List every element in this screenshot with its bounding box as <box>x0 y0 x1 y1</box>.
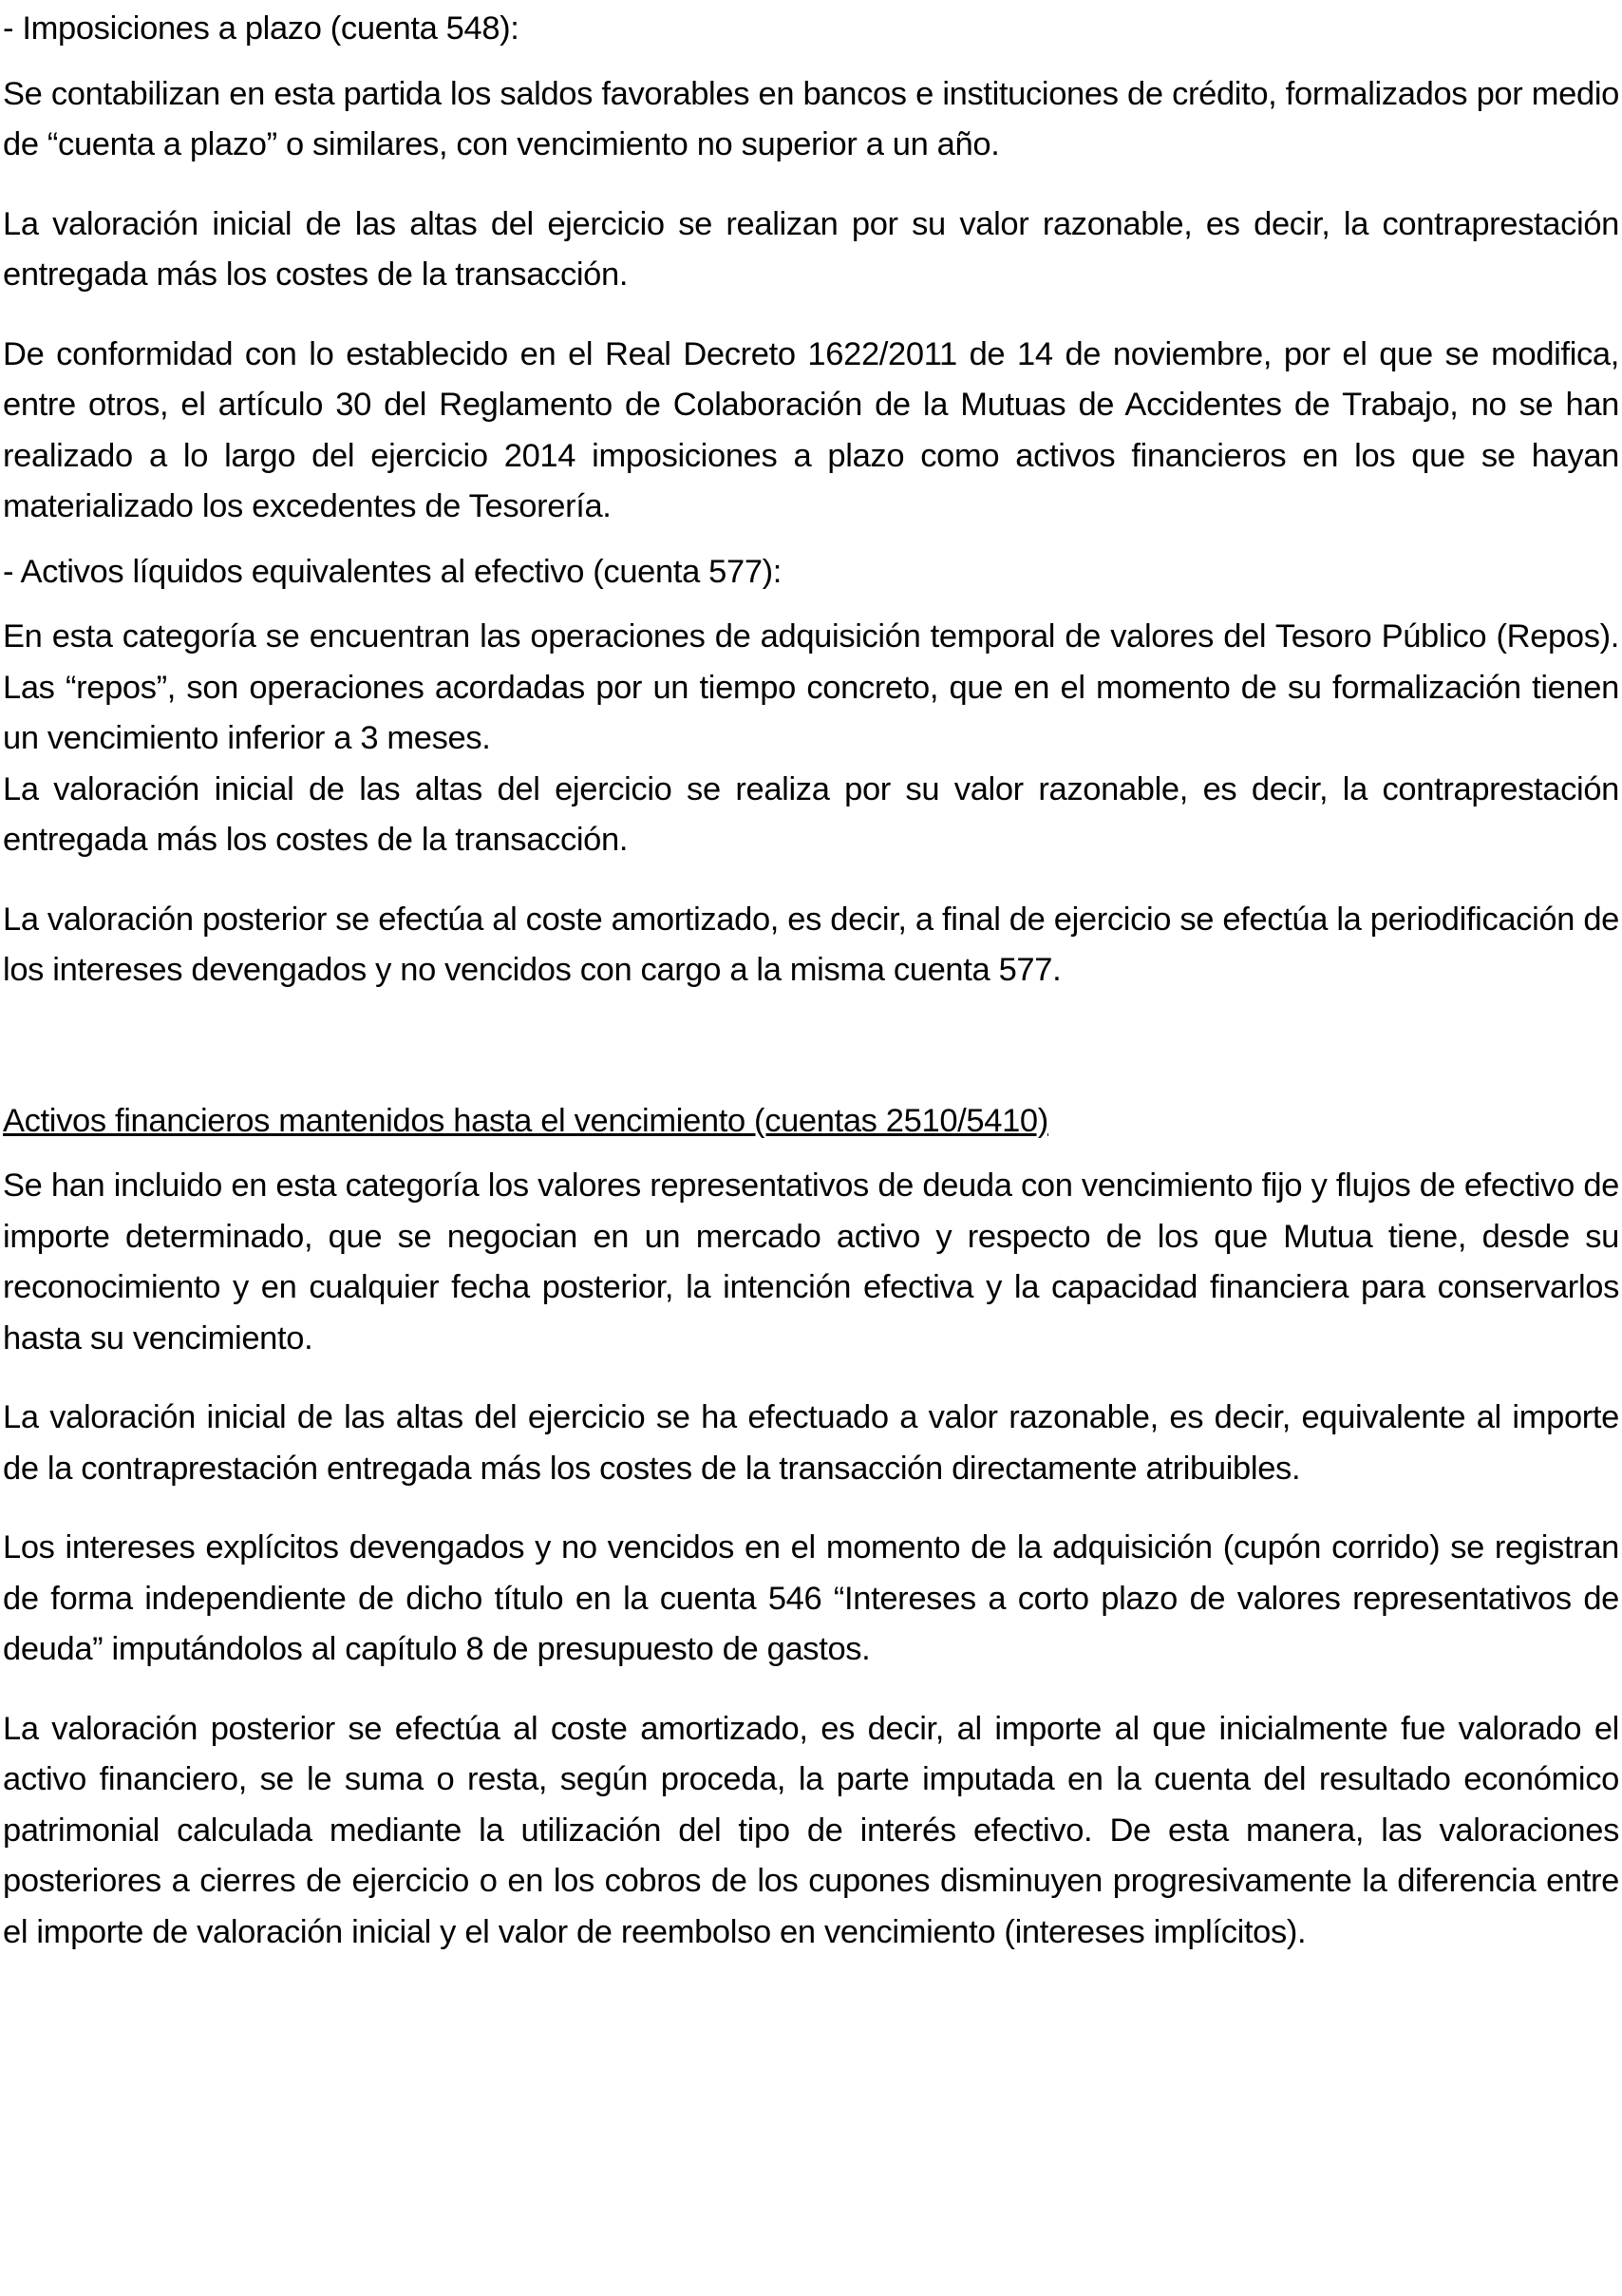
paragraph-valoracion-posterior-repos: La valoración posterior se efectúa al coste amortizado, es decir, a final de ejercicio se efectúa la periodificación de los intereses devengados y no vencidos con cargo a la misma cuenta 577. <box>3 901 1619 988</box>
paragraph-real-decreto: De conformidad con lo establecido en el Real Decreto 1622/2011 de 14 de noviembre, por el que se modifica, entre otros, el artículo 30 del Reglamento de Colaboración de la Mutuas de Accidentes de Trabajo, no se han realizado a lo largo del ejercicio 2014 imposiciones a plazo como activos financieros en los que se hayan materializado los excedentes de Tesorería. <box>3 335 1619 524</box>
document-body <box>3 4 1619 1958</box>
paragraph-intereses-explicitos: Los intereses explícitos devengados y no vencidos en el momento de la adquisición (cupón corrido) se registran de forma independiente de dicho título en la cuenta 546 “Intereses a corto plazo de valores representativos de deuda” imputándolos al capítulo 8 de presupuesto de gastos. <box>3 1529 1619 1667</box>
paragraph-valoracion-inicial-repos: La valoración inicial de las altas del ejercicio se realiza por su valor razonable, es decir, la contraprestación entregada más los costes de la transacción. <box>3 770 1619 858</box>
paragraph-valoracion-inicial-valores: La valoración inicial de las altas del ejercicio se ha efectuado a valor razonable, es decir, equivalente al importe de la contraprestación entregada más los costes de la transacción directamente atribuibles. <box>3 1399 1619 1487</box>
section-heading-imposiciones: - Imposiciones a plazo (cuenta 548): <box>3 10 519 47</box>
paragraph-contabilizacion: Se contabilizan en esta partida los saldos favorables en bancos e instituciones de crédito, formalizados por medio de “cuenta a plazo” o similares, con vencimiento no superior a un año. <box>3 75 1619 162</box>
paragraph-categoria-valores: Se han incluido en esta categoría los valores representativos de deuda con vencimiento fijo y flujos de efectivo de importe determinado, que se negocian en un mercado activo y respecto de los que Mutua tiene, desde su reconocimiento y en cualquier fecha posterior, la intención efectiva y la capacidad financiera para conservarlos hasta su vencimiento. <box>3 1167 1619 1357</box>
paragraph-valoracion-posterior-valores: La valoración posterior se efectúa al coste amortizado, es decir, al importe al que inicialmente fue valorado el activo financiero, se le suma o resta, según proceda, la parte imputada en la cuenta del resultado económico patrimonial calculada mediante la utilización del tipo de interés efectivo. De esta manera, las valoraciones posteriores a cierres de ejercicio o en los cobros de los cupones disminuyen progresivamente la diferencia entre el importe de valoración inicial y el valor de reembolso en vencimiento (intereses implícitos). <box>3 1710 1619 1950</box>
paragraph-repos: En esta categoría se encuentran las operaciones de adquisición temporal de valores del Tesoro Público (Repos). Las “repos”, son operaciones acordadas por un tiempo concreto, que en el momento de su formalización tienen un vencimiento inferior a 3 meses. <box>3 618 1619 756</box>
section-heading-activos-liquidos: - Activos líquidos equivalentes al efectivo (cuenta 577): <box>3 553 783 590</box>
section-heading-mantenidos-vencimiento: Activos financieros mantenidos hasta el vencimiento (cuentas 2510/5410) <box>3 1102 1048 1139</box>
paragraph-valoracion-inicial-plazo: La valoración inicial de las altas del ejercicio se realizan por su valor razonable, es decir, la contraprestación entregada más los costes de la transacción. <box>3 205 1619 293</box>
